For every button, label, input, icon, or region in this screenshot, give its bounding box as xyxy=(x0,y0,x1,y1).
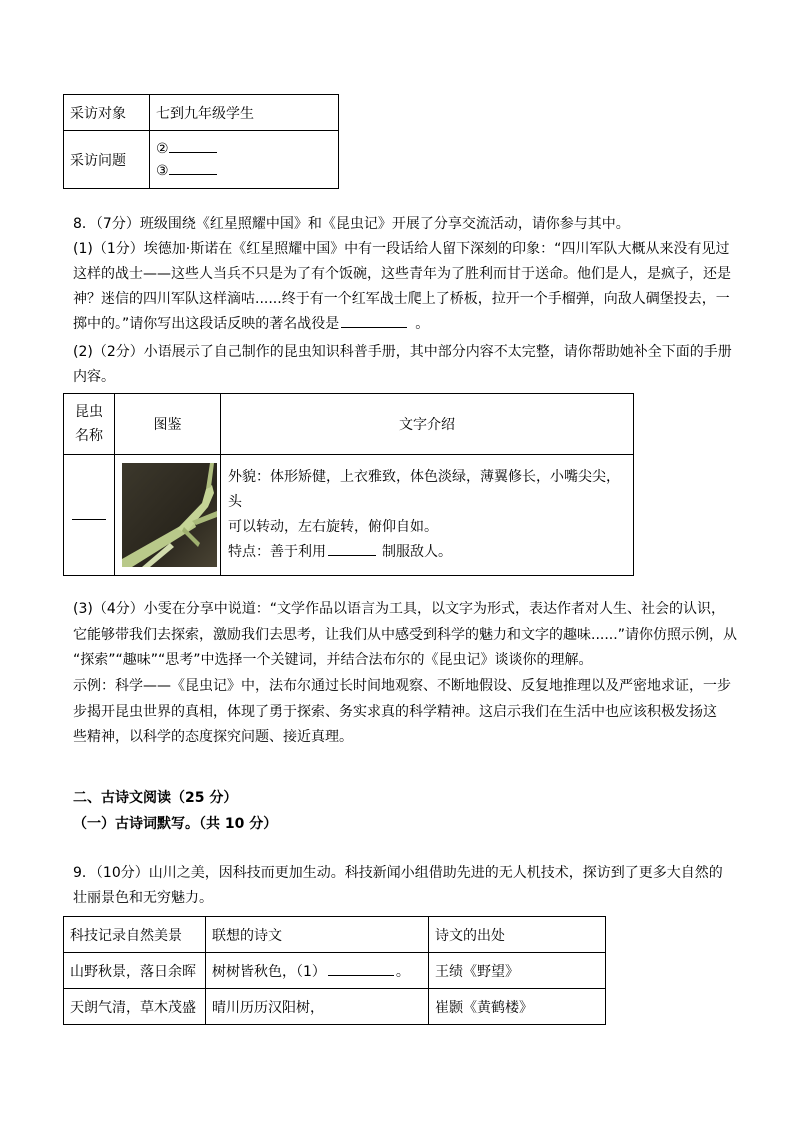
source-cell: 王绩《野望》 xyxy=(429,953,606,989)
description-cell xyxy=(221,455,634,576)
illustration-header: 图鉴 xyxy=(115,394,221,455)
item-2-blank[interactable] xyxy=(169,140,217,153)
q8-p2-line2: 内容。 xyxy=(73,369,115,385)
praying-mantis-photo xyxy=(122,463,217,567)
item-3-blank[interactable] xyxy=(169,162,217,175)
scene-cell: 山野秋景，落日余晖 xyxy=(64,953,206,989)
interview-target-value: 七到九年级学生 xyxy=(150,95,339,131)
q8-p1-line2: 这样的战士——这些人当兵不只是为了有个饭碗，这些青年为了胜利而甘于送命。他们是人，是疯子，还是 xyxy=(73,266,731,282)
table-row xyxy=(64,989,606,1025)
item-3-marker: ③ xyxy=(156,162,169,179)
poem-cell: 树树皆秋色，（1） 。 xyxy=(206,953,429,989)
q8-p1-prompt: 掷中的。”请你写出这段话反映的著名战役是 xyxy=(73,316,340,332)
section2-title: 二、古诗文阅读（25 分） xyxy=(73,790,238,806)
item-2-marker: ② xyxy=(156,140,169,157)
insect-name-cell xyxy=(64,455,115,576)
interview-question-cell xyxy=(150,131,339,189)
q8-example-line3: 些精神，以科学的态度探究问题、接近真理。 xyxy=(73,729,353,745)
header-poem-line: 联想的诗文 xyxy=(206,917,429,953)
q8-example-line2: 步揭开昆虫世界的真相，体现了勇于探索、务实求真的科学精神。这启示我们在生活中也应该积极发扬这 xyxy=(73,704,717,720)
poetry-table xyxy=(63,916,606,1025)
source-cell: 崔颢《黄鹤楼》 xyxy=(429,989,606,1025)
poem-cell: 晴川历历汉阳树， xyxy=(206,989,429,1025)
interview-target-label: 采访对象 xyxy=(64,95,150,131)
q8-p1-end: 。 xyxy=(415,316,430,332)
section2-subtitle: （一）古诗词默写。（共 10 分） xyxy=(73,816,278,832)
intro-line3: 特点：善于利用 制服敌人。 xyxy=(228,544,452,560)
q8-p2-line1: (2)（2分）小语展示了自己制作的昆虫知识科普手册，其中部分内容不太完整，请你帮助她补全下面的手册 xyxy=(73,344,732,360)
intro-line2: 可以转动，左右旋转，俯仰自如。 xyxy=(228,519,438,535)
q8-p1-line1: (1)（1分）埃德加·斯诺在《红星照耀中国》中有一段话给人留下深刻的印象：“四川军队大概从来没有见过 xyxy=(73,241,730,257)
scene-cell: 天朗气清，草木茂盛 xyxy=(64,989,206,1025)
illustration-cell xyxy=(115,455,221,576)
description-header: 文字介绍 xyxy=(221,394,634,455)
q8-p3-line1: (3)（4分）小雯在分享中说道：“文学作品以语言为工具，以文字为形式，表达作者对人生、社会的认识， xyxy=(73,601,725,617)
table-row xyxy=(64,953,606,989)
intro-line1: 外貌：体形矫健，上衣雅致，体色淡绿，薄翼修长，小嘴尖尖，头 xyxy=(228,469,620,510)
battle-answer-blank[interactable] xyxy=(341,315,407,328)
poem-answer-blank-1[interactable] xyxy=(328,963,394,976)
insect-name-header: 昆虫 名称 xyxy=(64,394,115,455)
header-poem-source: 诗文的出处 xyxy=(429,917,606,953)
feature-blank[interactable] xyxy=(328,543,376,556)
insect-name-blank[interactable] xyxy=(72,507,106,520)
q8-p3-line2: 它能够带我们去探索，激励我们去思考，让我们从中感受到科学的魅力和文字的趣味......”请你仿照示例，从 xyxy=(73,627,737,643)
q9-line1: 9．（10分）山川之美，因科技而更加生动。科技新闻小组借助先进的无人机技术，探访到了更多大自然的 xyxy=(73,865,723,881)
insect-table xyxy=(63,393,634,576)
header-nature-scene: 科技记录自然美景 xyxy=(64,917,206,953)
q8-p3-line3: “探索”“趣味”“思考”中选择一个关键词，并结合法布尔的《昆虫记》谈谈你的理解。 xyxy=(73,652,593,668)
q9-line2: 壮丽景色和无穷魅力。 xyxy=(73,890,213,906)
interview-question-label: 采访问题 xyxy=(64,131,150,189)
q8-p1-line4 xyxy=(73,312,733,337)
q8-p1-line3: 神？迷信的四川军队这样滴咕......终于有一个红军战士爬上了桥板，拉开一个手榴弹，向敌人碉堡投去，一 xyxy=(73,291,730,307)
q8-heading: 8．（7分）班级围绕《红星照耀中国》和《昆虫记》开展了分享交流活动，请你参与其中。 xyxy=(73,216,630,232)
interview-table xyxy=(63,94,339,189)
q8-example-line1: 示例：科学——《昆虫记》中，法布尔通过长时间地观察、不断地假设、反复地推理以及严密地求证，一步 xyxy=(73,678,731,694)
